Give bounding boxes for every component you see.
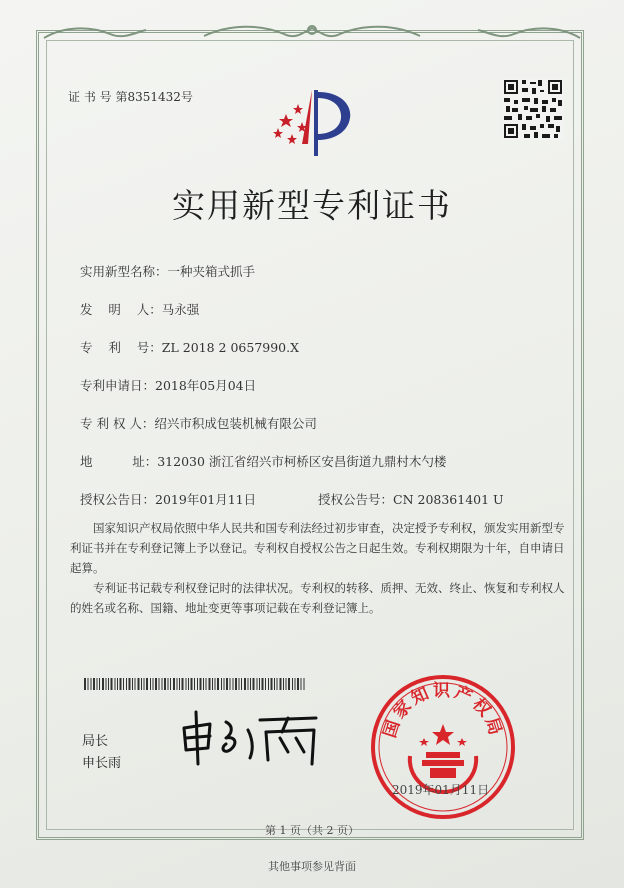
- address-value: 312030 浙江省绍兴市柯桥区安昌街道九鼎村木勺楼: [157, 454, 447, 469]
- grant-publication-label: 授权公告号：: [318, 492, 394, 507]
- utility-model-name-label: 实用新型名称：: [80, 264, 168, 279]
- inventor-row: [80, 300, 199, 318]
- inventor-value: 马永强: [161, 302, 200, 317]
- director-signature: [176, 708, 326, 768]
- utility-model-name-value: 一种夹箱式抓手: [167, 264, 256, 279]
- patentee-label: 专 利 权 人：: [80, 416, 155, 431]
- grant-date-label: 授权公告日：: [80, 492, 156, 507]
- official-seal-icon: [368, 672, 518, 822]
- barcode-icon: [84, 678, 308, 690]
- back-note: 其他事项参见背面: [268, 860, 356, 873]
- grant-date-row: [80, 490, 256, 508]
- certificate-paragraph-2: 专利证书记载专利权登记时的法律状况。专利权的转移、质押、无效、终止、恢复和专利权人的姓名或名称、国籍、地址变更等事项记载在专利登记簿上。: [70, 581, 565, 615]
- page-number: 第 1 页（共 2 页）: [265, 824, 359, 837]
- top-ornament: [200, 22, 424, 44]
- certificate-title: 实用新型专利证书: [172, 186, 452, 225]
- seal-date: 2019年01月11日: [392, 783, 490, 797]
- patent-office-logo-icon: [268, 84, 356, 160]
- filing-date-row: [80, 376, 256, 394]
- filing-date-value: 2018年05月04日: [155, 378, 257, 393]
- patentee-value: 绍兴市积成包装机械有限公司: [154, 416, 317, 431]
- director-title: 局长: [82, 734, 109, 749]
- filing-date-label: 专利申请日：: [80, 378, 156, 393]
- top-right-ornament: [474, 22, 584, 44]
- patent-number-label: 专 利 号：: [80, 340, 162, 355]
- qr-code-icon: [502, 78, 564, 140]
- seal-text: 国家知识产权局: [380, 681, 506, 741]
- certificate-number: 证 书 号 第8351432号: [68, 90, 193, 104]
- grant-publication-value: CN 208361401 U: [393, 492, 504, 507]
- utility-model-name-row: [80, 262, 255, 280]
- inventor-label: 发 明 人：: [80, 302, 162, 317]
- patent-number-value: ZL 2018 2 0657990.X: [161, 340, 300, 355]
- grant-date-value: 2019年01月11日: [155, 492, 257, 507]
- address-row: [80, 452, 446, 470]
- certificate-paragraph-1: 国家知识产权局依照中华人民共和国专利法经过初步审查，决定授予专利权，颁发实用新型专利证书并在专利登记簿上予以登记。专利权自授权公告之日起生效。专利权期限为十年，自申请日起算。: [70, 521, 565, 575]
- director-name: 申长雨: [82, 756, 122, 771]
- grant-publication-row: [318, 490, 504, 508]
- patentee-row: [80, 414, 317, 432]
- patent-number-row: [80, 338, 299, 356]
- address-label: 地 址：: [80, 454, 158, 469]
- top-left-ornament: [40, 22, 150, 44]
